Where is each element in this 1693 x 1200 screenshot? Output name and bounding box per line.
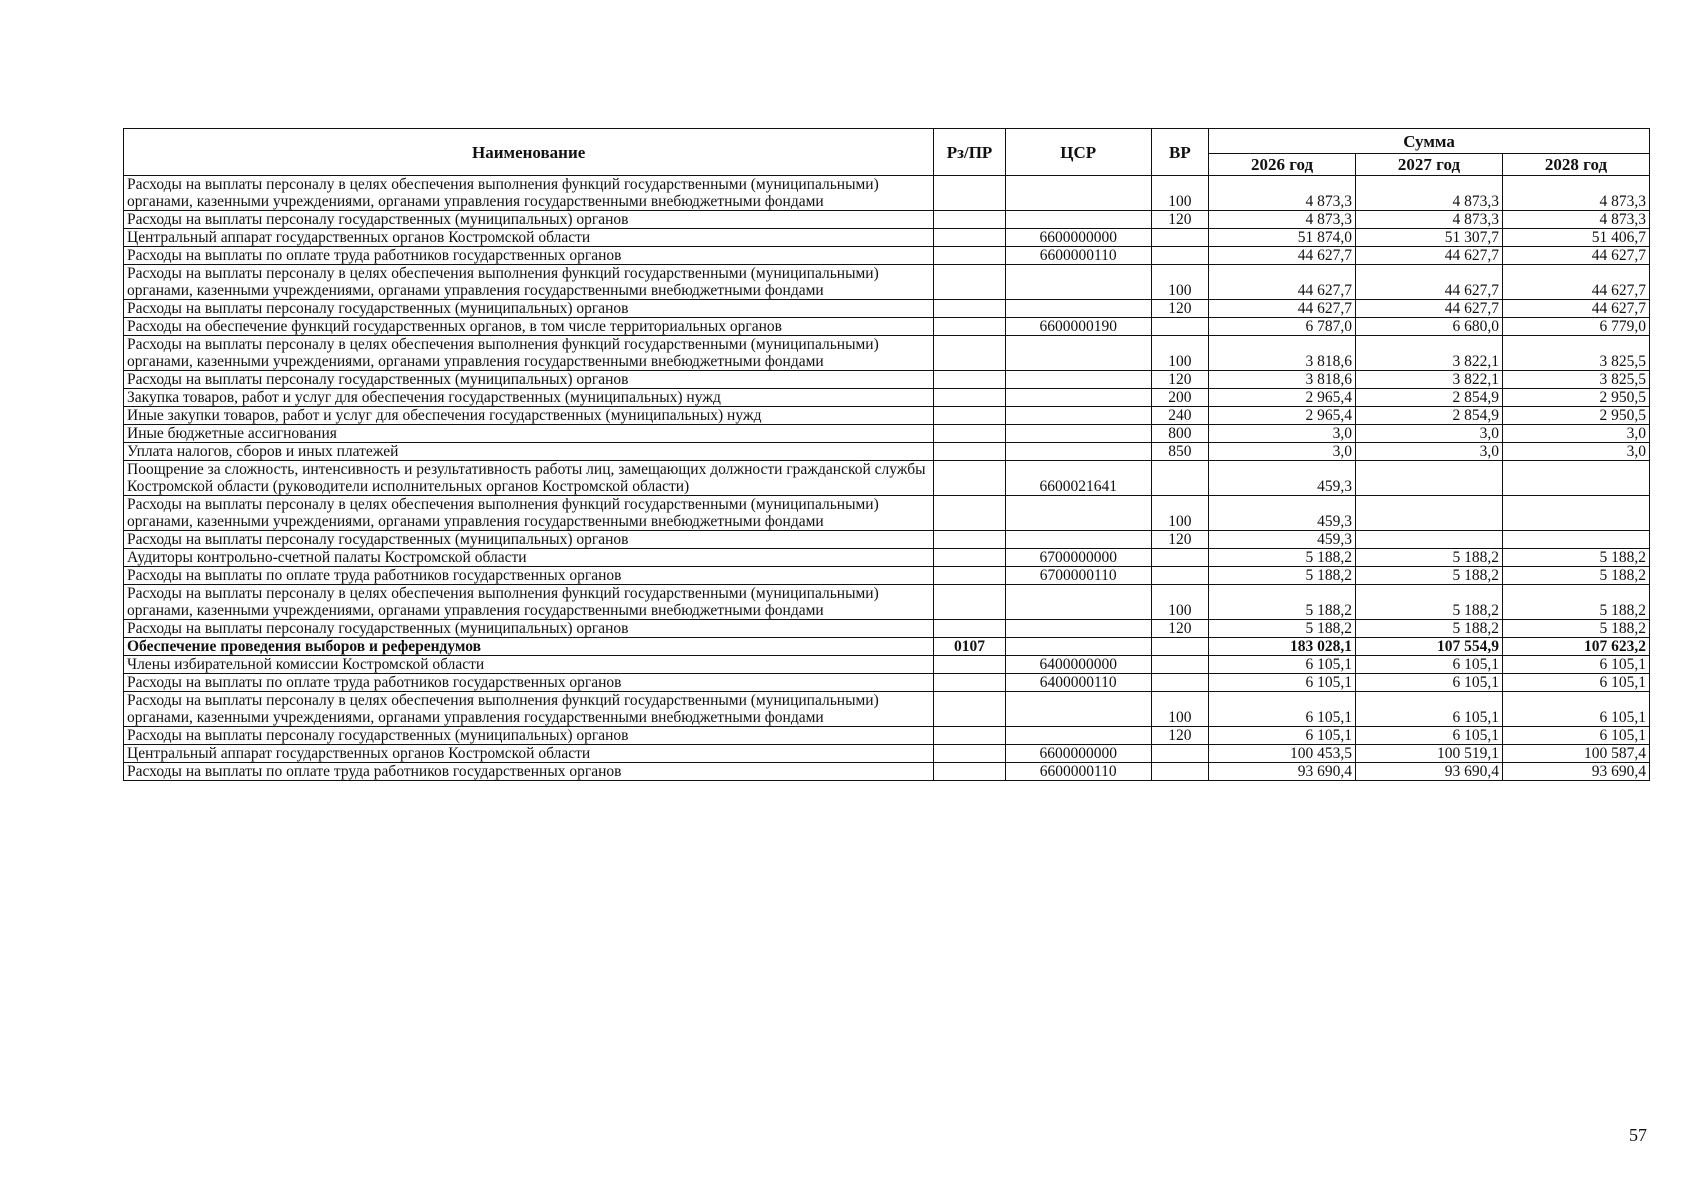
cell-2027: 6 105,1: [1356, 656, 1503, 674]
table-row: [124, 229, 1650, 247]
cell-csr: [1005, 585, 1151, 620]
table-row: [124, 300, 1650, 318]
header-year-2027: 2027 год: [1356, 154, 1503, 176]
cell-csr: [1005, 176, 1151, 211]
cell-2028: 3,0: [1502, 425, 1649, 443]
cell-csr: 6600000000: [1005, 745, 1151, 763]
cell-name: Расходы на выплаты персоналу в целях обеспечения выполнения функций государственными (муниципальными) органами, казенными учреждениями, органами управления государственными внебюджетными фондами: [124, 585, 934, 620]
table-row: [124, 461, 1650, 496]
cell-vr: 120: [1151, 211, 1208, 229]
cell-vr: 200: [1151, 389, 1208, 407]
table-row: [124, 567, 1650, 585]
cell-vr: [1151, 674, 1208, 692]
cell-2026: 100 453,5: [1209, 745, 1356, 763]
cell-2026: 3,0: [1209, 425, 1356, 443]
cell-name: Закупка товаров, работ и услуг для обеспечения государственных (муниципальных) нужд: [124, 389, 934, 407]
cell-2026: 3 818,6: [1209, 371, 1356, 389]
cell-csr: 6600000190: [1005, 318, 1151, 336]
header-csr: ЦСР: [1005, 129, 1151, 176]
cell-rz-pr: [934, 300, 1005, 318]
cell-vr: 120: [1151, 531, 1208, 549]
cell-vr: [1151, 461, 1208, 496]
cell-name: Расходы на выплаты персоналу государственных (муниципальных) органов: [124, 727, 934, 745]
cell-2028: 5 188,2: [1502, 620, 1649, 638]
cell-vr: [1151, 567, 1208, 585]
table-row: [124, 371, 1650, 389]
cell-csr: [1005, 425, 1151, 443]
cell-2028: [1502, 461, 1649, 496]
cell-2027: 5 188,2: [1356, 549, 1503, 567]
cell-2027: 3 822,1: [1356, 336, 1503, 371]
cell-vr: 120: [1151, 727, 1208, 745]
cell-2027: [1356, 496, 1503, 531]
cell-rz-pr: [934, 496, 1005, 531]
cell-2026: 459,3: [1209, 461, 1356, 496]
cell-2027: 2 854,9: [1356, 389, 1503, 407]
cell-2026: 5 188,2: [1209, 585, 1356, 620]
cell-2028: 5 188,2: [1502, 567, 1649, 585]
table-row: [124, 425, 1650, 443]
cell-vr: [1151, 318, 1208, 336]
cell-rz-pr: [934, 336, 1005, 371]
cell-rz-pr: [934, 531, 1005, 549]
cell-rz-pr: [934, 549, 1005, 567]
cell-2028: 6 105,1: [1502, 656, 1649, 674]
table-row: [124, 585, 1650, 620]
cell-name: Расходы на выплаты персоналу в целях обеспечения выполнения функций государственными (муниципальными) органами, казенными учреждениями, органами управления государственными внебюджетными фондами: [124, 336, 934, 371]
table-row: [124, 407, 1650, 425]
cell-csr: [1005, 496, 1151, 531]
table-row: [124, 389, 1650, 407]
cell-rz-pr: [934, 585, 1005, 620]
table-body: [124, 176, 1650, 781]
budget-table: [123, 128, 1650, 781]
cell-csr: [1005, 211, 1151, 229]
table-row: [124, 763, 1650, 781]
cell-2028: 4 873,3: [1502, 176, 1649, 211]
cell-2028: 107 623,2: [1502, 638, 1649, 656]
cell-csr: 6600000000: [1005, 229, 1151, 247]
table-row: [124, 620, 1650, 638]
cell-2026: 183 028,1: [1209, 638, 1356, 656]
cell-name: Иные бюджетные ассигнования: [124, 425, 934, 443]
cell-2028: 3 825,5: [1502, 371, 1649, 389]
cell-name: Расходы на выплаты по оплате труда работников государственных органов: [124, 763, 934, 781]
table-row: [124, 549, 1650, 567]
cell-2028: 6 105,1: [1502, 692, 1649, 727]
cell-2026: 5 188,2: [1209, 549, 1356, 567]
cell-2028: 3,0: [1502, 443, 1649, 461]
cell-2027: 6 105,1: [1356, 674, 1503, 692]
cell-2026: 2 965,4: [1209, 389, 1356, 407]
cell-name: Расходы на выплаты персоналу государственных (муниципальных) органов: [124, 531, 934, 549]
cell-vr: [1151, 656, 1208, 674]
cell-vr: 120: [1151, 371, 1208, 389]
cell-vr: 100: [1151, 496, 1208, 531]
cell-rz-pr: [934, 176, 1005, 211]
cell-name: Центральный аппарат государственных органов Костромской области: [124, 229, 934, 247]
cell-rz-pr: [934, 407, 1005, 425]
cell-2028: [1502, 531, 1649, 549]
cell-name: Обеспечение проведения выборов и референдумов: [124, 638, 934, 656]
cell-rz-pr: [934, 371, 1005, 389]
cell-2026: 44 627,7: [1209, 247, 1356, 265]
table-row: [124, 496, 1650, 531]
cell-2028: 5 188,2: [1502, 585, 1649, 620]
cell-2028: 6 105,1: [1502, 674, 1649, 692]
cell-name: Расходы на выплаты по оплате труда работников государственных органов: [124, 247, 934, 265]
cell-vr: [1151, 745, 1208, 763]
cell-2027: 44 627,7: [1356, 247, 1503, 265]
table-row: [124, 692, 1650, 727]
cell-2026: 459,3: [1209, 496, 1356, 531]
cell-rz-pr: [934, 211, 1005, 229]
cell-rz-pr: 0107: [934, 638, 1005, 656]
cell-2027: 5 188,2: [1356, 567, 1503, 585]
cell-2028: 44 627,7: [1502, 300, 1649, 318]
cell-vr: [1151, 247, 1208, 265]
cell-rz-pr: [934, 620, 1005, 638]
cell-csr: [1005, 407, 1151, 425]
cell-rz-pr: [934, 745, 1005, 763]
cell-rz-pr: [934, 727, 1005, 745]
cell-name: Расходы на выплаты персоналу государственных (муниципальных) органов: [124, 371, 934, 389]
cell-2027: 3 822,1: [1356, 371, 1503, 389]
cell-2027: 4 873,3: [1356, 211, 1503, 229]
cell-2027: 6 105,1: [1356, 692, 1503, 727]
cell-vr: 100: [1151, 176, 1208, 211]
table-row: [124, 265, 1650, 300]
cell-2028: 5 188,2: [1502, 549, 1649, 567]
cell-2026: 5 188,2: [1209, 567, 1356, 585]
cell-2027: 6 105,1: [1356, 727, 1503, 745]
cell-2028: 44 627,7: [1502, 247, 1649, 265]
cell-name: Аудиторы контрольно-счетной палаты Костромской области: [124, 549, 934, 567]
cell-rz-pr: [934, 425, 1005, 443]
cell-2026: 6 105,1: [1209, 656, 1356, 674]
cell-2027: 3,0: [1356, 443, 1503, 461]
header-year-2028: 2028 год: [1502, 154, 1649, 176]
cell-2026: 5 188,2: [1209, 620, 1356, 638]
table-row: [124, 656, 1650, 674]
cell-rz-pr: [934, 461, 1005, 496]
cell-name: Расходы на выплаты по оплате труда работников государственных органов: [124, 567, 934, 585]
cell-2027: 4 873,3: [1356, 176, 1503, 211]
cell-vr: 240: [1151, 407, 1208, 425]
cell-2027: 5 188,2: [1356, 585, 1503, 620]
cell-2028: 2 950,5: [1502, 407, 1649, 425]
cell-2026: 3,0: [1209, 443, 1356, 461]
cell-name: Расходы на выплаты персоналу в целях обеспечения выполнения функций государственными (муниципальными) органами, казенными учреждениями, органами управления государственными внебюджетными фондами: [124, 265, 934, 300]
cell-2026: 44 627,7: [1209, 300, 1356, 318]
cell-vr: 100: [1151, 336, 1208, 371]
cell-csr: 6600021641: [1005, 461, 1151, 496]
table-row: [124, 336, 1650, 371]
cell-2026: 93 690,4: [1209, 763, 1356, 781]
cell-name: Иные закупки товаров, работ и услуг для обеспечения государственных (муниципальных) нужд: [124, 407, 934, 425]
cell-rz-pr: [934, 443, 1005, 461]
cell-2028: 4 873,3: [1502, 211, 1649, 229]
cell-name: Расходы на выплаты персоналу в целях обеспечения выполнения функций государственными (муниципальными) органами, казенными учреждениями, органами управления государственными внебюджетными фондами: [124, 176, 934, 211]
cell-name: Члены избирательной комиссии Костромской области: [124, 656, 934, 674]
cell-vr: [1151, 549, 1208, 567]
cell-csr: [1005, 692, 1151, 727]
cell-name: Расходы на выплаты персоналу государственных (муниципальных) органов: [124, 620, 934, 638]
cell-csr: [1005, 389, 1151, 407]
cell-csr: 6700000110: [1005, 567, 1151, 585]
table-row: [124, 638, 1650, 656]
cell-2027: 6 680,0: [1356, 318, 1503, 336]
cell-csr: [1005, 265, 1151, 300]
cell-2026: 459,3: [1209, 531, 1356, 549]
cell-csr: 6400000110: [1005, 674, 1151, 692]
cell-2027: 100 519,1: [1356, 745, 1503, 763]
cell-2027: 51 307,7: [1356, 229, 1503, 247]
cell-name: Расходы на выплаты персоналу государственных (муниципальных) органов: [124, 300, 934, 318]
cell-vr: [1151, 229, 1208, 247]
cell-2027: 44 627,7: [1356, 265, 1503, 300]
header-rz-pr: Рз/ПР: [934, 129, 1005, 176]
cell-2028: 44 627,7: [1502, 265, 1649, 300]
table-row: [124, 318, 1650, 336]
table-row: [124, 745, 1650, 763]
cell-rz-pr: [934, 692, 1005, 727]
cell-2026: 4 873,3: [1209, 176, 1356, 211]
table-row: [124, 443, 1650, 461]
cell-2028: 93 690,4: [1502, 763, 1649, 781]
cell-csr: [1005, 727, 1151, 745]
cell-csr: 6400000000: [1005, 656, 1151, 674]
cell-name: Расходы на обеспечение функций государственных органов, в том числе территориальных органов: [124, 318, 934, 336]
table-row: [124, 211, 1650, 229]
cell-2028: 3 825,5: [1502, 336, 1649, 371]
cell-2026: 6 105,1: [1209, 674, 1356, 692]
cell-rz-pr: [934, 318, 1005, 336]
header-sum: Сумма: [1209, 129, 1650, 154]
cell-csr: [1005, 371, 1151, 389]
table-row: [124, 247, 1650, 265]
cell-csr: 6700000000: [1005, 549, 1151, 567]
cell-csr: [1005, 443, 1151, 461]
cell-vr: [1151, 763, 1208, 781]
cell-rz-pr: [934, 229, 1005, 247]
cell-name: Расходы на выплаты персоналу государственных (муниципальных) органов: [124, 211, 934, 229]
cell-2026: 3 818,6: [1209, 336, 1356, 371]
cell-name: Центральный аппарат государственных органов Костромской области: [124, 745, 934, 763]
table-row: [124, 674, 1650, 692]
cell-rz-pr: [934, 247, 1005, 265]
cell-2027: 44 627,7: [1356, 300, 1503, 318]
page-number: 57: [1629, 1125, 1647, 1145]
cell-name: Уплата налогов, сборов и иных платежей: [124, 443, 934, 461]
cell-csr: [1005, 336, 1151, 371]
cell-vr: [1151, 638, 1208, 656]
cell-csr: 6600000110: [1005, 763, 1151, 781]
cell-vr: 850: [1151, 443, 1208, 461]
cell-vr: 100: [1151, 585, 1208, 620]
cell-2028: 6 105,1: [1502, 727, 1649, 745]
cell-csr: [1005, 638, 1151, 656]
cell-2028: 51 406,7: [1502, 229, 1649, 247]
cell-2028: 100 587,4: [1502, 745, 1649, 763]
cell-rz-pr: [934, 567, 1005, 585]
cell-name: Поощрение за сложность, интенсивность и результативность работы лиц, замещающих должности гражданской службы Костромской области (руководители исполнительных органов Костромской области): [124, 461, 934, 496]
cell-vr: 120: [1151, 620, 1208, 638]
cell-2026: 4 873,3: [1209, 211, 1356, 229]
cell-rz-pr: [934, 674, 1005, 692]
cell-vr: 120: [1151, 300, 1208, 318]
cell-2027: [1356, 461, 1503, 496]
cell-vr: 100: [1151, 692, 1208, 727]
cell-rz-pr: [934, 763, 1005, 781]
table-row: [124, 176, 1650, 211]
cell-csr: [1005, 531, 1151, 549]
header-name: Наименование: [124, 129, 934, 176]
cell-2027: 2 854,9: [1356, 407, 1503, 425]
header-year-2026: 2026 год: [1209, 154, 1356, 176]
cell-2028: 2 950,5: [1502, 389, 1649, 407]
header-vr: ВР: [1151, 129, 1208, 176]
table-row: [124, 531, 1650, 549]
cell-2026: 6 105,1: [1209, 692, 1356, 727]
cell-rz-pr: [934, 389, 1005, 407]
cell-2028: [1502, 496, 1649, 531]
cell-vr: 100: [1151, 265, 1208, 300]
cell-2027: 5 188,2: [1356, 620, 1503, 638]
cell-2027: 93 690,4: [1356, 763, 1503, 781]
cell-csr: 6600000110: [1005, 247, 1151, 265]
cell-rz-pr: [934, 656, 1005, 674]
cell-name: Расходы на выплаты персоналу в целях обеспечения выполнения функций государственными (муниципальными) органами, казенными учреждениями, органами управления государственными внебюджетными фондами: [124, 692, 934, 727]
cell-2026: 6 105,1: [1209, 727, 1356, 745]
cell-csr: [1005, 620, 1151, 638]
cell-2027: 107 554,9: [1356, 638, 1503, 656]
cell-vr: 800: [1151, 425, 1208, 443]
cell-2026: 51 874,0: [1209, 229, 1356, 247]
cell-name: Расходы на выплаты персоналу в целях обеспечения выполнения функций государственными (муниципальными) органами, казенными учреждениями, органами управления государственными внебюджетными фондами: [124, 496, 934, 531]
cell-2027: [1356, 531, 1503, 549]
cell-name: Расходы на выплаты по оплате труда работников государственных органов: [124, 674, 934, 692]
cell-2026: 44 627,7: [1209, 265, 1356, 300]
cell-2026: 6 787,0: [1209, 318, 1356, 336]
cell-rz-pr: [934, 265, 1005, 300]
table-row: [124, 727, 1650, 745]
cell-csr: [1005, 300, 1151, 318]
cell-2028: 6 779,0: [1502, 318, 1649, 336]
cell-2026: 2 965,4: [1209, 407, 1356, 425]
cell-2027: 3,0: [1356, 425, 1503, 443]
